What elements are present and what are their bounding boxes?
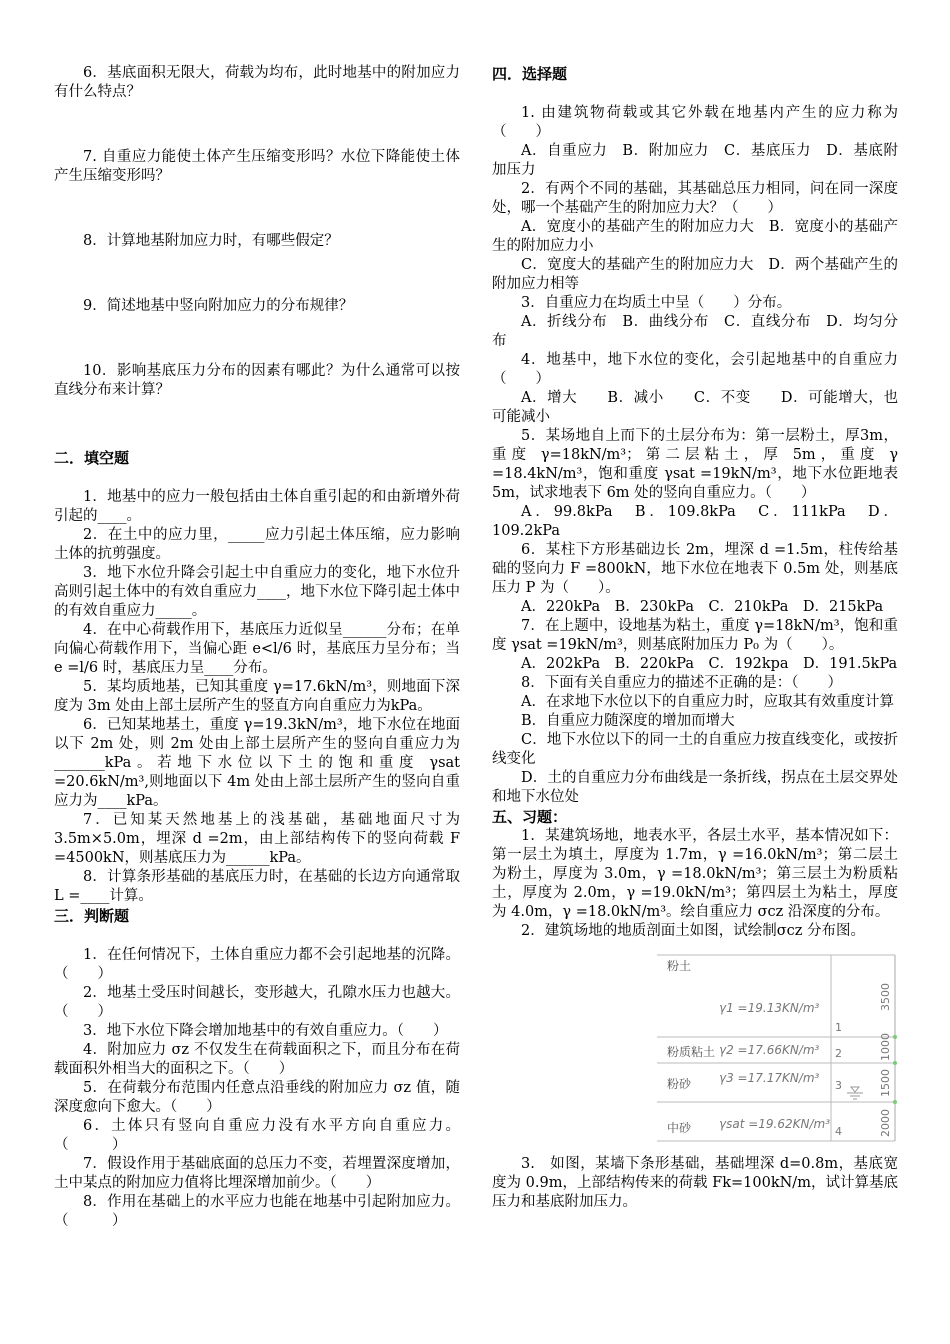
choice-8-option-d: D．土的自重应力分布曲线是一条折线，拐点在土层交界处和地下水位处	[492, 770, 898, 805]
layer-3-gamma: γ3 =17.17KN/m³	[719, 1071, 820, 1085]
section-choice-title: 四．选择题	[492, 65, 568, 83]
thickness-4: 2000	[879, 1109, 892, 1137]
fill-2: 2．在土中的应力里，_____应力引起土体压缩，应力影响土体的抗剪强度。	[54, 527, 460, 562]
layer-4-gamma: γsat =19.62KN/m³	[719, 1117, 831, 1131]
judge-2: 2．地基土受压时间越长，变形越大，孔隙水压力也越大。（ ）	[54, 985, 460, 1020]
choice-7: 7．在上题中，设地基为粘土，重度 γ=18kN/m³，饱和重度 γsat =19kN/m³，则基底附加压力 P₀ 为（ ）。	[492, 618, 898, 653]
fill-3: 3．地下水位升降会引起土中自重应力的变化，地下水位升高则引起土体中的有效自重应力____，地下水位下降引起土体中的有效自重应力_____。	[54, 565, 460, 619]
layer-1-number: 1	[835, 1021, 842, 1034]
choice-8: 8．下面有关自重应力的描述不正确的是：（ ）	[521, 675, 842, 691]
fill-5: 5．某均质地基，已知其重度 γ=17.6kN/m³，则地面下深度为 3m 处由上部土层所产生的竖直方向自重应力为kPa。	[54, 679, 460, 714]
choice-8-option-a: A．在求地下水位以下的自重应力时，应取其有效重度计算	[521, 694, 894, 710]
choice-5: 5．某场地自上而下的土层分布为：第一层粉土，厚3m，重度 γ=18kN/m³；第二层粘土，厚 5m，重度 γ =18.4kN/m³，饱和重度 γsat =19kN/m³，地下水位距地表 5m，试求地表下 6m 处的竖向自重应力。（ ）	[492, 428, 898, 501]
layer-2-number: 2	[835, 1047, 842, 1060]
section-fill-title: 二．填空题	[54, 449, 130, 467]
fill-7: 7．已知某天然地基上的浅基础，基础地面尺寸为3.5m×5.0m，埋深 d =2m，由上部结构传下的竖向荷载 F =4500kN，则基底压力为______kPa。	[54, 812, 460, 866]
choice-1: 1. 由建筑物荷载或其它外载在地基内产生的应力称为（ ）	[492, 105, 898, 140]
question-8: 8．计算地基附加应力时，有哪些假定？	[83, 233, 339, 249]
choice-2-options-ab: A．宽度小的基础产生的附加应力大 B．宽度小的基础产生的附加应力小	[492, 219, 898, 254]
choice-6-options: A．220kPa B．230kPa C．210kPa D．215kPa	[521, 599, 884, 615]
layer-2-name: 粉质粘土	[667, 1045, 716, 1059]
thickness-3: 1500	[879, 1069, 892, 1097]
layer-3-name: 粉砂	[667, 1077, 692, 1091]
choice-1-options: A．自重应力 B．附加应力 C．基底压力 D．基底附加压力	[492, 143, 898, 178]
exercise-1: 1．某建筑场地，地表水平，各层土水平，基本情况如下：第一层土为填土，厚度为 1.7m，γ =16.0kN/m³；第二层土为粉土，厚度为 3.0m，γ =18.0kN/m³；第三层土为粉质粘土，厚度为 2.0m，γ =19.0kN/m³；第四层土为粘土，厚度为 4.0m，γ =18.0kN/m³。绘自重应力 σcz 沿深度的分布。	[492, 828, 898, 920]
fill-1: 1．地基中的应力一般包括由土体自重引起的和由新增外荷引起的____。	[54, 489, 460, 524]
layer-4-name: 中砂	[667, 1121, 692, 1135]
fill-6: 6．已知某地基土，重度 γ=19.3kN/m³，地下水位在地面以下 2m 处，则 2m 处由上部土层所产生的竖向自重应力为_______kPa。若地下水位以下土的饱和重度 γsat =20.6kN/m³,则地面以下 4m 处由上部土层所产生的竖向自重应力为____kPa。	[54, 717, 460, 809]
judge-6: 6．土体只有竖向自重应力没有水平方向自重应力。（ ）	[54, 1118, 460, 1153]
thickness-1: 3500	[879, 983, 892, 1011]
choice-3: 3．自重应力在均质土中呈（ ）分布。	[521, 295, 792, 311]
choice-4-options: A．增大 B．减小 C．不变 D．可能增大，也可能减小	[492, 390, 898, 425]
choice-3-options: A．折线分布 B．曲线分布 C．直线分布 D．均匀分布	[492, 314, 898, 349]
choice-7-options: A．202kPa B．220kPa C．192kpa D．191.5kPa	[521, 656, 898, 672]
question-9: 9．简述地基中竖向附加应力的分布规律？	[83, 298, 354, 314]
fill-4: 4．在中心荷载作用下，基底压力近似呈______分布；在单向偏心荷载作用下，当偏心距 e<l/6 时，基底压力呈分布；当 e =l/6 时，基底压力呈____分布。	[54, 622, 460, 676]
choice-6: 6．某柱下方形基础边长 2m，埋深 d =1.5m，柱传给基础的竖向力 F =800kN，地下水位在地表下 0.5m 处，则基底压力 P 为（ ）。	[492, 542, 898, 596]
layer-1-gamma: γ1 =19.13KN/m³	[719, 1001, 820, 1015]
section-exercise-title: 五、习题：	[492, 808, 568, 826]
choice-8-option-b: B．自重应力随深度的增加而增大	[521, 713, 735, 729]
exercise-2: 2．建筑场地的地质剖面土如图，试绘制σcz 分布图。	[521, 923, 865, 939]
left-column	[54, 64, 460, 1231]
judge-5: 5．在荷载分布范围内任意点沿垂线的附加应力 σz 值，随深度愈向下愈大。（ ）	[54, 1080, 460, 1115]
fill-8: 8．计算条形基础的基底压力时，在基础的长边方向通常取 L =____计算。	[54, 869, 460, 904]
judge-3: 3．地下水位下降会增加地基中的有效自重应力。（ ）	[83, 1023, 448, 1039]
question-6: 6．基底面积无限大，荷载为均布，此时地基中的附加应力有什么特点？	[54, 65, 460, 100]
layer-1-name: 粉土	[667, 959, 692, 973]
thickness-2: 1000	[879, 1033, 892, 1061]
soil-profile-figure	[657, 947, 917, 1147]
layer-4-number: 4	[835, 1125, 842, 1138]
choice-2-options-cd: C．宽度大的基础产生的附加应力大 D．两个基础产生的附加应力相等	[492, 257, 898, 292]
choice-8-option-c: C．地下水位以下的同一土的自重应力按直线变化，或按折线变化	[492, 732, 898, 767]
layer-2-gamma: γ2 =17.66KN/m³	[719, 1043, 820, 1057]
choice-2: 2．有两个不同的基础，其基础总压力相同，问在同一深度处，哪一个基础产生的附加应力大？（ ）	[492, 181, 898, 216]
judge-1: 1．在任何情况下，土体自重应力都不会引起地基的沉降。（ ）	[54, 947, 460, 982]
judge-8: 8．作用在基础上的水平应力也能在地基中引起附加应力。（ ）	[54, 1194, 460, 1229]
question-10: 10．影响基底压力分布的因素有哪此？为什么通常可以按直线分布来计算？	[54, 363, 460, 398]
layer-3-number: 3	[835, 1079, 842, 1092]
judge-7: 7．假设作用于基础底面的总压力不变，若埋置深度增加，土中某点的附加应力值将比埋深增加前少。（ ）	[54, 1156, 460, 1191]
exercise-3: 3. 如图，某墙下条形基础，基础埋深 d=0.8m，基底宽度为 0.9m，上部结构传来的荷载 Fk=100kN/m，试计算基底压力和基底附加压力。	[492, 1156, 898, 1210]
choice-5-options: A．99.8kPa B．109.8kPa C．111kPa D．109.2kPa	[492, 504, 898, 539]
choice-4: 4．地基中，地下水位的变化，会引起地基中的自重应力（ ）	[492, 352, 898, 387]
judge-4: 4．附加应力 σz 不仅发生在荷载面积之下，而且分布在荷载面积外相当大的面积之下。（ ）	[54, 1042, 460, 1077]
question-7: 7. 自重应力能使土体产生压缩变形吗？水位下降能使土体产生压缩变形吗？	[54, 149, 460, 184]
right-column	[492, 64, 898, 1212]
section-judge-title: 三．判断题	[54, 907, 130, 925]
